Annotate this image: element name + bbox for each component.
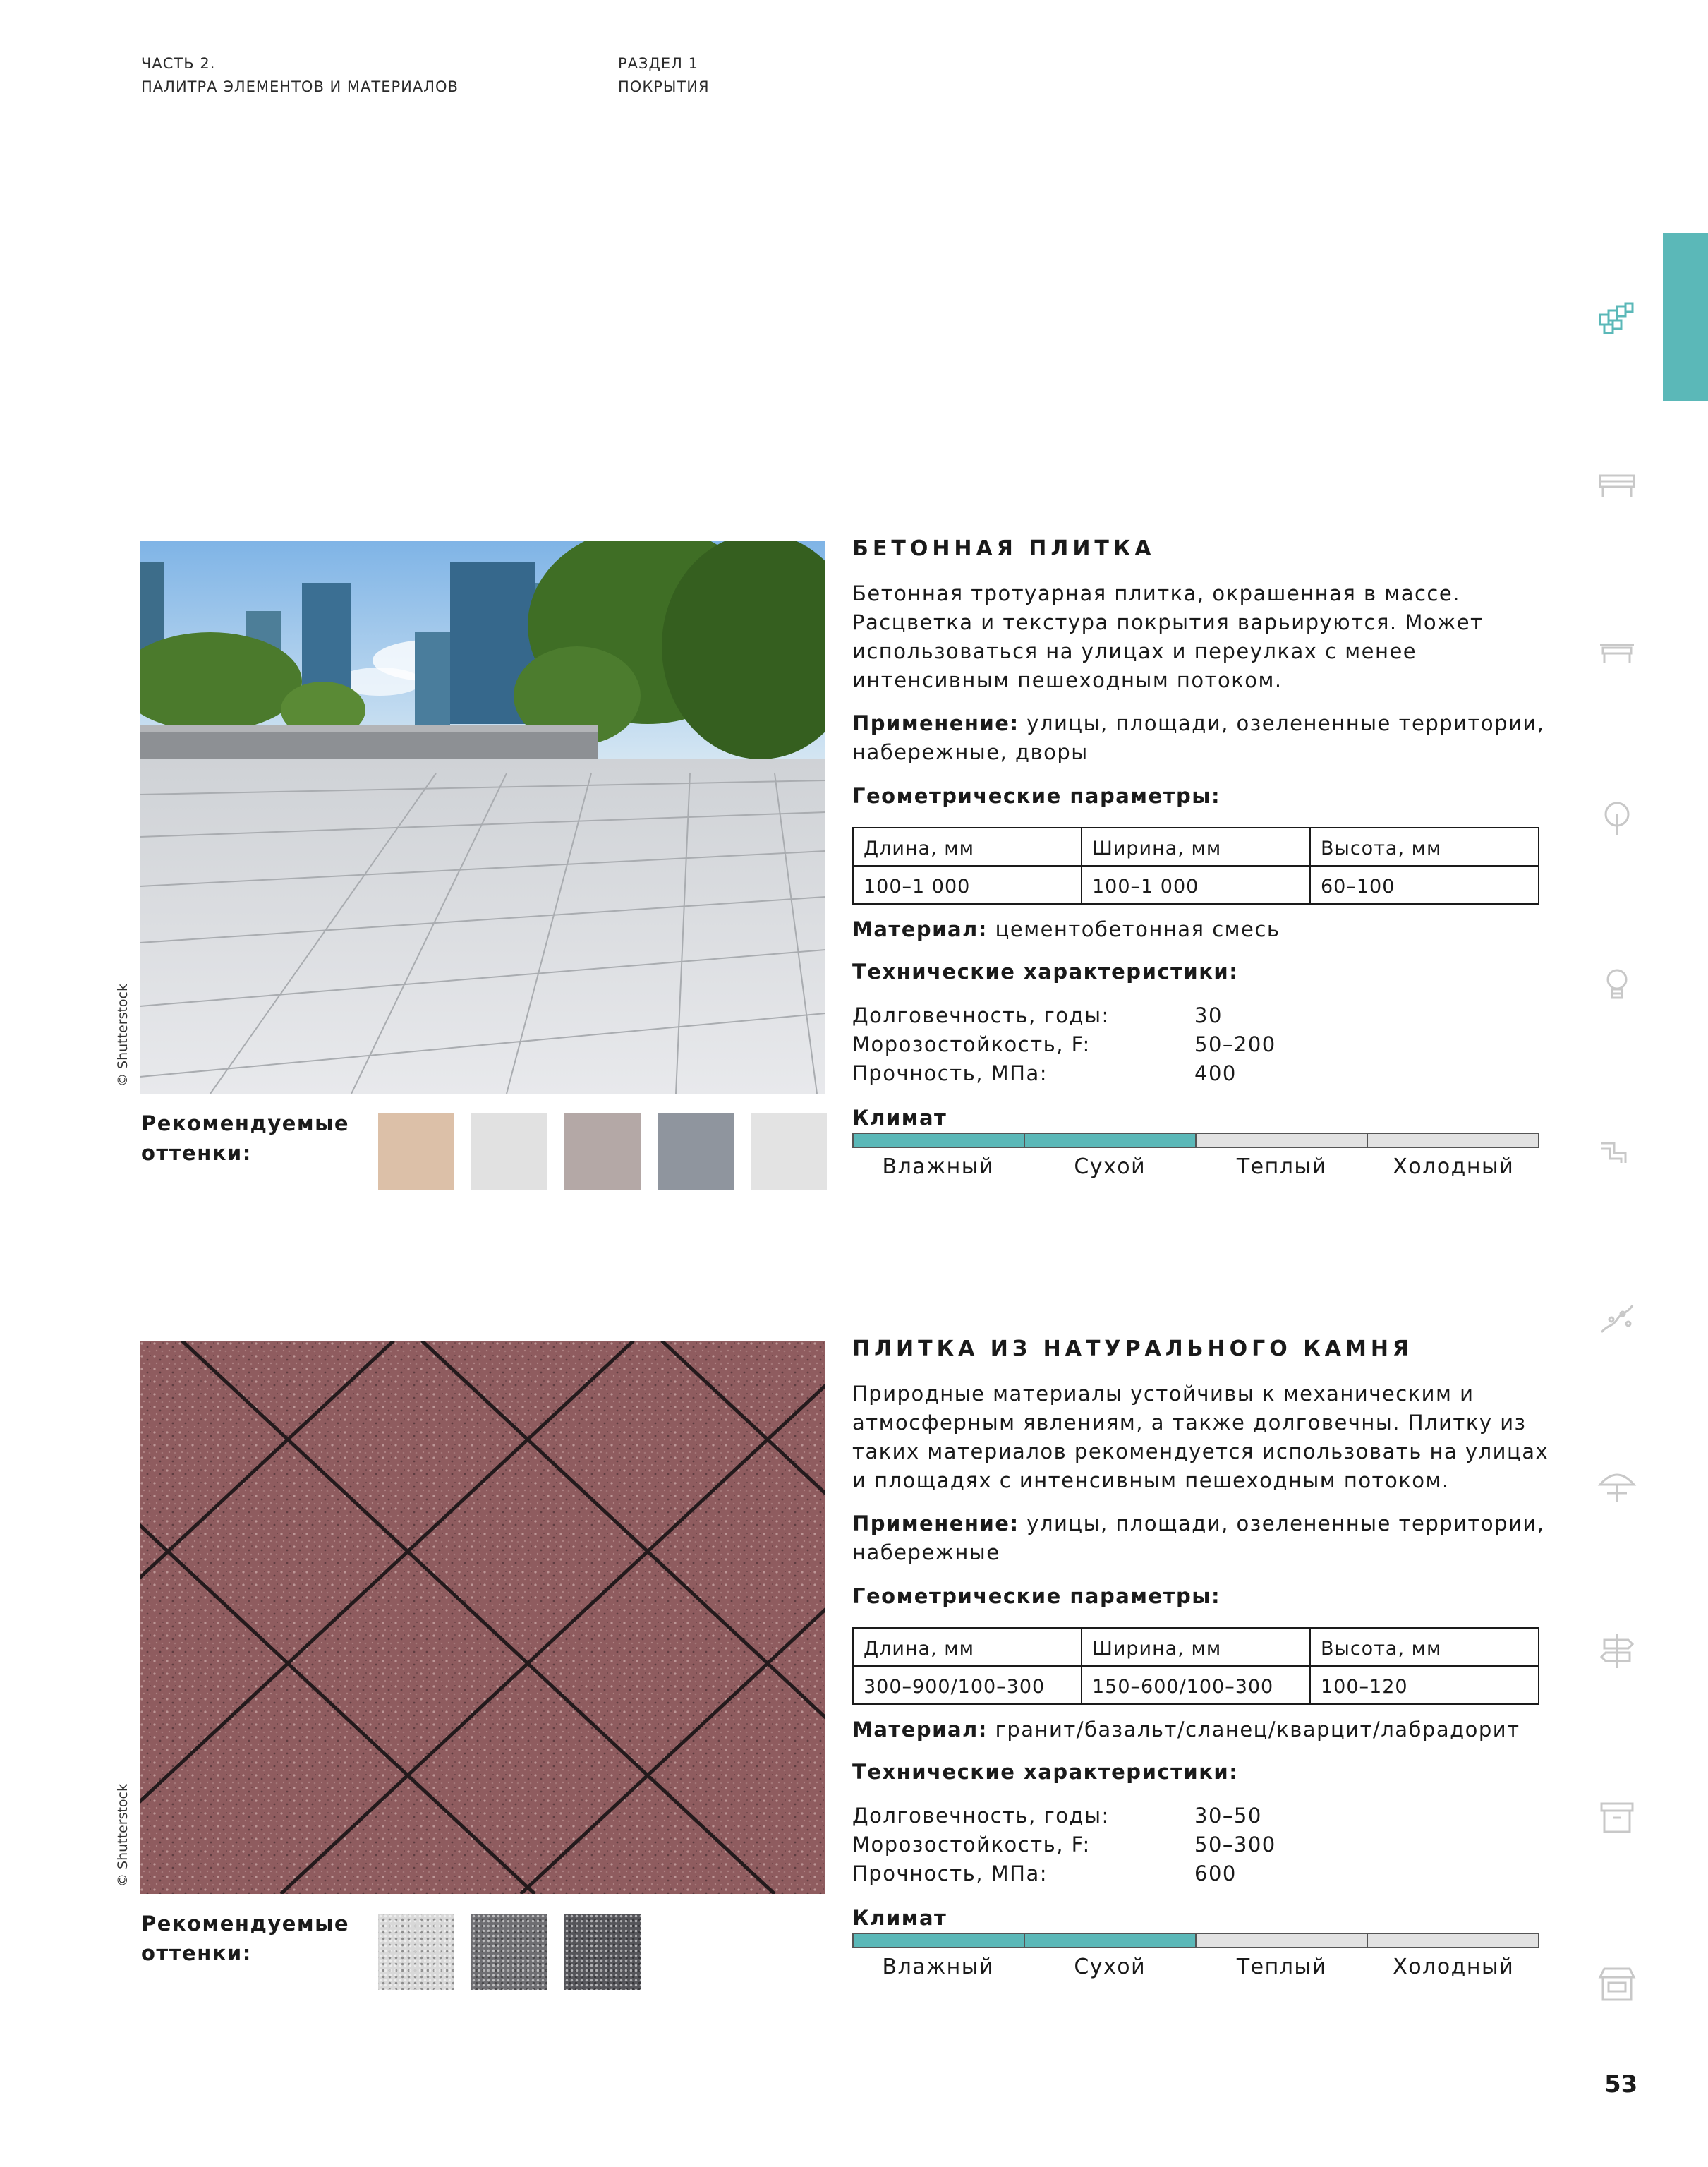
section-title-concrete: БЕТОННАЯ ПЛИТКА [852, 536, 1156, 561]
climate-bar [852, 1133, 1539, 1148]
climate-segment [1025, 1934, 1197, 1947]
climate-label: Теплый [1236, 1154, 1327, 1179]
section-title-stone: ПЛИТКА ИЗ НАТУРАЛЬНОГО КАМНЯ [852, 1336, 1414, 1361]
application [852, 1509, 1558, 1567]
shades-label-line: Рекомендуемые [141, 1111, 350, 1135]
climate-heading: Климат [852, 1106, 947, 1130]
umbrella-icon[interactable] [1597, 1465, 1637, 1504]
photo-credit: © Shutterstock [115, 983, 131, 1087]
material-label: Материал: [852, 917, 988, 941]
climate-segment [854, 1934, 1025, 1947]
geometry-value-cell: 100–1 000 [1082, 866, 1310, 904]
material [852, 1715, 1558, 1744]
shades-label [141, 1109, 349, 1168]
tree-icon[interactable] [1597, 799, 1637, 838]
part-header [141, 52, 459, 99]
climate-label: Сухой [1074, 1154, 1146, 1179]
tech-label: Долговечность, годы: [852, 1003, 1110, 1027]
tech-value: 400 [1194, 1061, 1237, 1085]
tech-specs [852, 1801, 1276, 1888]
shades-label-line: Рекомендуемые [141, 1912, 350, 1936]
tech-label: Морозостойкость, F: [852, 1833, 1091, 1857]
geometry-value-cell: 150–600/100–300 [1082, 1666, 1310, 1704]
plants-icon[interactable] [1597, 1298, 1637, 1338]
part-number: ЧАСТЬ 2. [141, 55, 216, 72]
shade-swatch [751, 1113, 827, 1190]
tech-value: 50–300 [1194, 1833, 1276, 1857]
climate-segment [1197, 1934, 1368, 1947]
section-title: ПОКРЫТИЯ [618, 78, 710, 95]
part-title: ПАЛИТРА ЭЛЕМЕНТОВ И МАТЕРИАЛОВ [141, 78, 459, 95]
shade-swatch [471, 1113, 547, 1190]
tech-value: 30 [1194, 1003, 1223, 1027]
active-section-tab[interactable] [1663, 233, 1708, 401]
material [852, 915, 1558, 944]
climate-label: Холодный [1393, 1955, 1515, 1979]
geometry-header-cell: Высота, мм [1310, 1628, 1539, 1666]
bench-icon[interactable] [1597, 466, 1637, 505]
tech-row [852, 1859, 1276, 1888]
application-value: улицы, площади, озелененные территории, набережные, дворы [852, 711, 1545, 764]
section-number: РАЗДЕЛ 1 [618, 55, 698, 72]
shade-swatch [471, 1914, 547, 1990]
tech-value: 600 [1194, 1861, 1237, 1885]
application [852, 709, 1558, 767]
material-value: гранит/базальт/сланец/кварцит/лабрадорит [995, 1718, 1520, 1742]
material-label: Материал: [852, 1718, 988, 1742]
climate-label: Сухой [1074, 1955, 1146, 1979]
photo-credit: © Shutterstock [115, 1783, 131, 1887]
shade-swatch [564, 1113, 641, 1190]
geometry-value-cell: 100–120 [1310, 1666, 1539, 1704]
concrete-tile-photo [140, 541, 825, 1094]
tech-specs [852, 1001, 1276, 1088]
tech-heading: Технические характеристики: [852, 1760, 1239, 1784]
paving-icon[interactable] [1597, 301, 1637, 340]
climate-label: Влажный [882, 1154, 994, 1179]
geometry-heading: Геометрические параметры: [852, 784, 1221, 808]
geometry-value-row [853, 1666, 1539, 1704]
climate-segment [1197, 1134, 1368, 1147]
climate-label: Влажный [882, 1955, 994, 1979]
geometry-table [852, 827, 1539, 905]
tech-row [852, 1030, 1276, 1059]
tech-label: Морозостойкость, F: [852, 1032, 1091, 1056]
tech-heading: Технические характеристики: [852, 960, 1239, 984]
pipe-icon[interactable] [1597, 1132, 1637, 1171]
climate-segment [854, 1134, 1025, 1147]
tech-row [852, 1001, 1276, 1030]
geometry-value-cell: 300–900/100–300 [853, 1666, 1082, 1704]
shade-swatch [378, 1914, 454, 1990]
container-icon[interactable] [1597, 1798, 1637, 1837]
shades-label [141, 1909, 349, 1968]
geometry-header-cell: Ширина, мм [1082, 828, 1310, 866]
climate-heading: Климат [852, 1906, 947, 1930]
tech-value: 50–200 [1194, 1032, 1276, 1056]
shades-label-line: оттенки: [141, 1941, 252, 1965]
signpost-icon[interactable] [1597, 1631, 1637, 1671]
geometry-heading: Геометрические параметры: [852, 1584, 1221, 1608]
climate-bar [852, 1933, 1539, 1948]
climate-segment [1025, 1134, 1197, 1147]
climate-segment [1368, 1134, 1538, 1147]
application-label: Применение: [852, 711, 1019, 735]
material-value: цементобетонная смесь [995, 917, 1280, 941]
geometry-value-cell: 100–1 000 [853, 866, 1082, 904]
application-value: улицы, площади, озелененные территории, набережные [852, 1511, 1545, 1564]
geometry-value-row [853, 866, 1539, 904]
description: Природные материалы устойчивы к механическим и атмосферным явлениям, а также долговечны. Плитку из таких материалов рекомендуется использовать на улицах и площадях с интенсивным пешеходным потоком. [852, 1382, 1549, 1492]
geometry-header-cell: Ширина, мм [1082, 1628, 1310, 1666]
geometry-header-cell: Длина, мм [853, 1628, 1082, 1666]
tech-label: Прочность, МПа: [852, 1861, 1048, 1885]
climate-labels [852, 1955, 1539, 1979]
table-icon[interactable] [1597, 632, 1637, 672]
application-label: Применение: [852, 1511, 1019, 1535]
tech-row [852, 1801, 1276, 1830]
climate-labels [852, 1154, 1539, 1179]
climate-segment [1368, 1934, 1538, 1947]
shade-swatch [378, 1113, 454, 1190]
section-header [618, 52, 710, 99]
climate-label: Холодный [1393, 1154, 1515, 1179]
tech-label: Долговечность, годы: [852, 1804, 1110, 1828]
lamp-icon[interactable] [1597, 965, 1637, 1005]
geometry-header-row [853, 1628, 1539, 1666]
tech-row [852, 1830, 1276, 1859]
tech-value: 30–50 [1194, 1804, 1262, 1828]
page-number: 53 [1604, 2070, 1638, 2099]
geometry-table [852, 1627, 1539, 1705]
tech-label: Прочность, МПа: [852, 1061, 1048, 1085]
climate-label: Теплый [1236, 1955, 1327, 1979]
shades-label-line: оттенки: [141, 1141, 252, 1165]
shade-swatch [658, 1113, 734, 1190]
stone-tile-photo [140, 1341, 825, 1894]
description: Бетонная тротуарная плитка, окрашенная в массе. Расцветка и текстура покрытия варьируются. Может использоваться на улицах и переулках с менее интенсивным пешеходным потоком. [852, 581, 1484, 692]
shade-swatch [564, 1914, 641, 1990]
geometry-header-cell: Высота, мм [1310, 828, 1539, 866]
kiosk-icon[interactable] [1597, 1964, 1637, 2004]
geometry-header-cell: Длина, мм [853, 828, 1082, 866]
geometry-header-row [853, 828, 1539, 866]
tech-row [852, 1059, 1276, 1088]
geometry-value-cell: 60–100 [1310, 866, 1539, 904]
